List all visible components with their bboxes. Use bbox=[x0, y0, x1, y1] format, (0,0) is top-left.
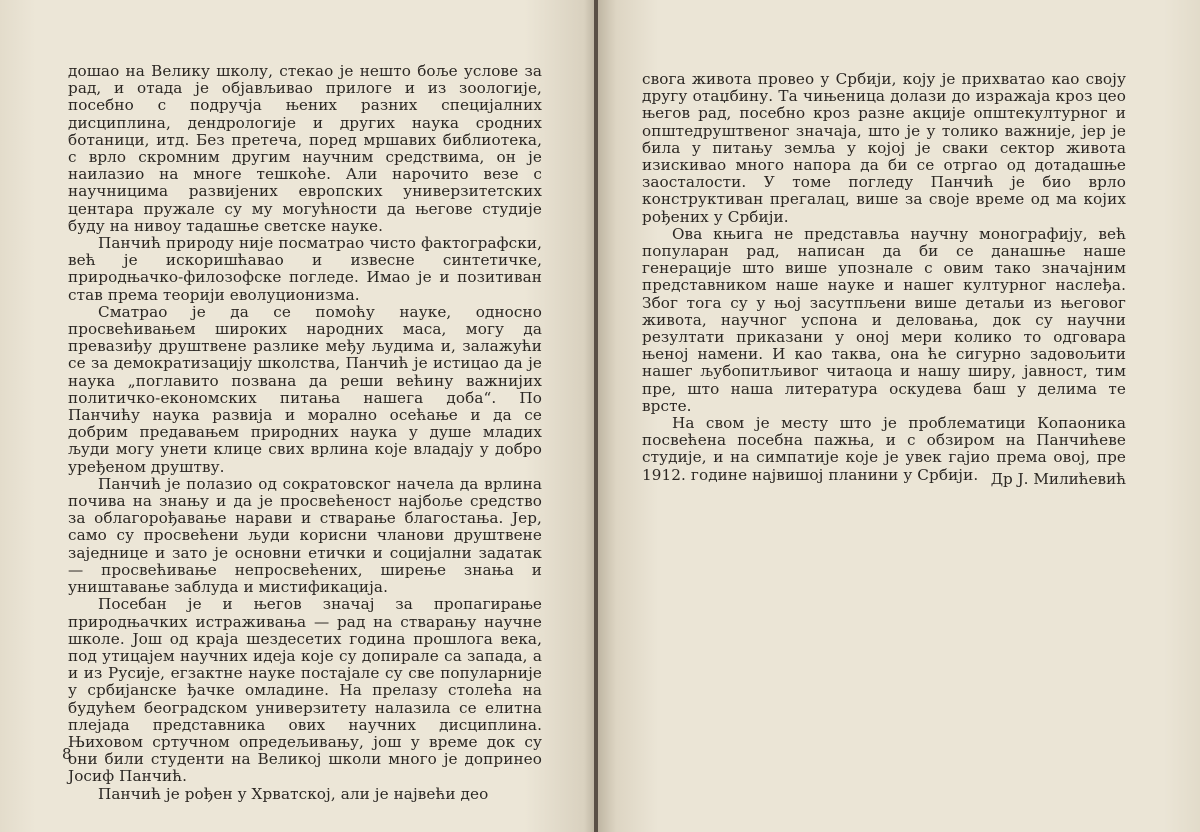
paragraph: Сматрао је да се помоћу науке, односно просвећивањем широких народних маса, могу да превазиђу друштвене разлике међу људима и, залажући се за демократизацију школства, Панчић је истицао да је наука „поглавито позвана да реши већину важнијих политичко-економских питања нашега доба“. По Панчићу наука развија и морално осећање и да се добрим предавањем природних наука у душе младих људи могу унети клице свих врлина које владају у добро уређеном друштву. bbox=[68, 302, 542, 476]
paragraph: дошао на Велику школу, стекао је нешто боље услове за рад, и отада је објављивао прилоге и из зоологије, посебно с подручја њених разних специјалних дисциплина, дендрологије и других наука сродних ботаници, итд. Без претеча, поред мршавих библиотека, с врло скромним другим научним средствима, он је наилазио на многе тешкоће. Али нарочито везе с научницима развијених европских универзитетских центара пружале су му могућности да његове студије буду на нивоу тадашње светске науке. bbox=[68, 62, 542, 235]
author-signature: Др Ј. Милићевић bbox=[990, 470, 1126, 488]
paragraph: Панчић је рођен у Хрватској, али је највећи део bbox=[98, 784, 489, 803]
page-number: 8 bbox=[62, 745, 72, 763]
paragraph: Панчић је полазио од сократовског начела да врлина почива на знању и да је просвећеност најбоље средство за облагорођавање нарави и стварање благостања. Јер, само су просвећени људи корисни чланови друштвене заједнице и зато је основни етички и социјални задатак — просвећивање непросвећених, ширење знања и уништавање заблуда и мистификација. bbox=[68, 474, 542, 597]
paragraph: Ова књига не представља научну монографију, већ популаран рад, написан да би се данашње наше генерације што више упознале с овим тако значајним представником наше науке и нашег културног наслеђа. Због тога су у њој засутпљени више детаљи из његовог живота, научног успона и деловања, док су научни резултати приказани у оној мери колико то одговара њеној намени. И као таква, она ће сигурно задовољити нашег љубопитљивог читаоца и нашу ширу, јавност, тим пре, што наша литература оскудева баш у делима те врсте. bbox=[642, 224, 1126, 415]
paragraph: свога живота провео у Србији, коју је прихватао као своју другу отаџбину. Та чињеница долази до изражаја кроз цео његов рад, посебно кроз разне акције општекултурног и општедруштвеног значаја, што је у толико важније, јер је била у питању земља у којој је сваки сектор живота изискивао много напора да би се отргао од дотадашње заосталости. У томе погледу Панчић је био врло конструктиван прегалац, више за своје време од ма којих рођених у Србији. bbox=[642, 70, 1126, 226]
paragraph: На свом је месту што је проблематици Копаоника посвећена посебна пажња, и с обзиром на Панчићеве студије, и на симпатије које је увек гајио према овој, пре 1912. године највишој планини у Србији. bbox=[642, 414, 1126, 484]
right-page-text bbox=[642, 71, 1126, 484]
paragraph: Панчић природу није посматрао чисто фактографски, већ је искоришћавао и извесне синтетичке, природњачко-филозофске погледе. Имао је и позитиван став према теорији еволуционизма. bbox=[68, 234, 542, 304]
paragraph: Посебан је и његов значај за пропагирање природњачких истраживања — рад на стварању научне школе. Још од краја шездесетих година прошлога века, под утицајем научних идеја које су допирале са запада, а и из Русије, егзактне науке постајале су све популарније у србијанске ђачке омладине. На прелазу столећа на будућем београдском универзитету налазила се елитна плејада представника ових научних дисциплина. Њиховом сртучном опредељивању, још у време док су они били студенти на Великој школи много је допринео Јосиф Панчић. bbox=[68, 595, 542, 786]
left-page-text bbox=[68, 63, 542, 803]
left-page bbox=[0, 0, 596, 832]
right-page bbox=[598, 0, 1200, 832]
